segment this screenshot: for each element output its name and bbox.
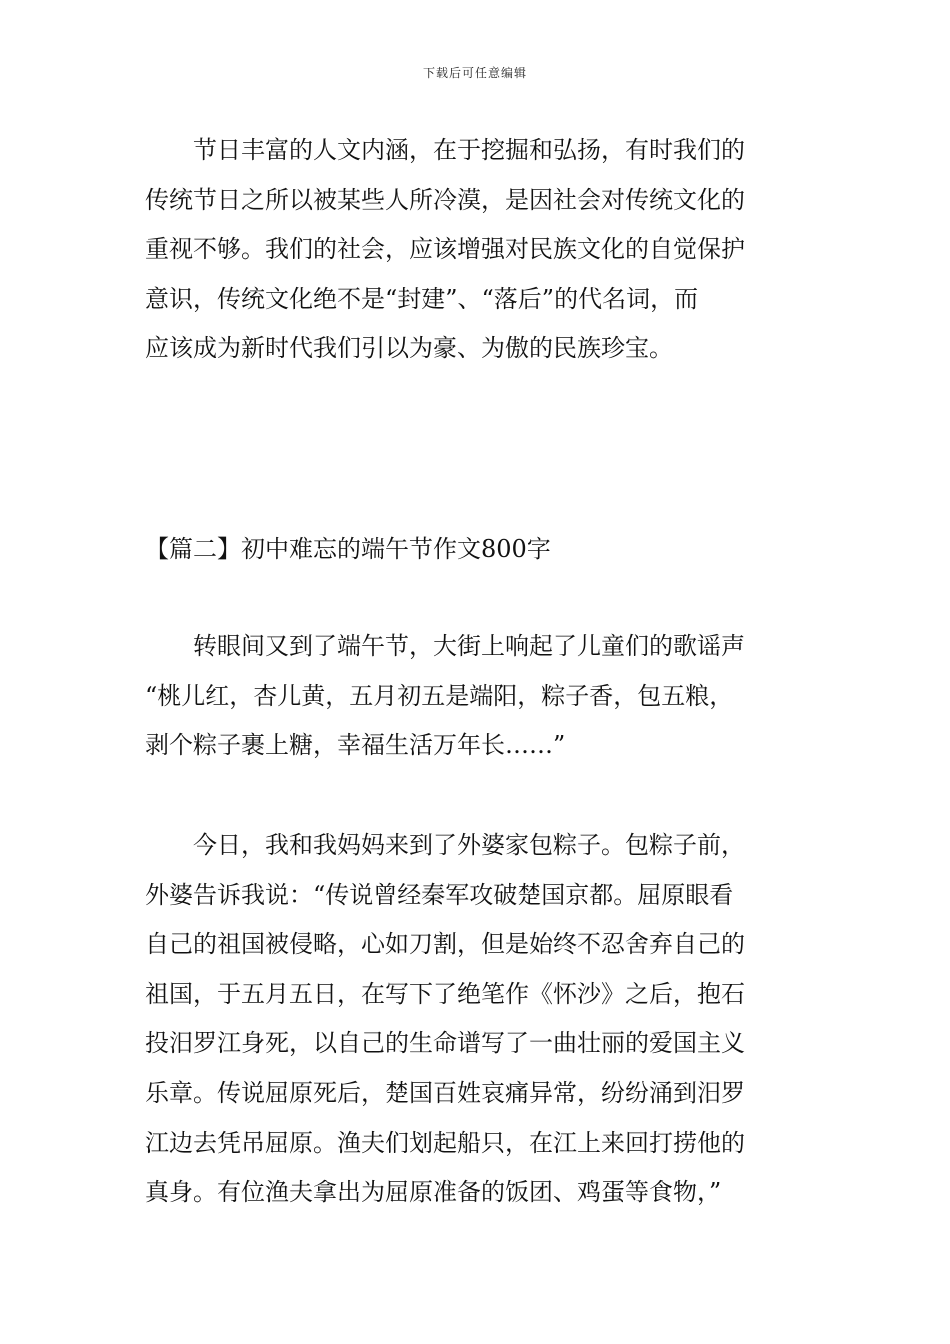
paragraph-3-line: 今日，我和我妈妈来到了外婆家包粽子。包粽子前， [193, 831, 745, 859]
paragraph-1-line: 意识，传统文化绝不是“封建”、“落后”的代名词，而 [145, 284, 699, 313]
paragraph-3-line: 自己的祖国被侵略，心如刀割，但是始终不忍舍弃自己的 [145, 930, 745, 959]
paragraph-1-line: 重视不够。我们的社会，应该增强对民族文化的自觉保护 [145, 235, 745, 264]
paragraph-3 [145, 821, 809, 1218]
page-header: 下载后可任意编辑 [422, 66, 527, 80]
paragraph-2-line: 转眼间又到了端午节，大街上响起了儿童们的歌谣声 [193, 632, 745, 660]
paragraph-1 [145, 126, 809, 374]
paragraph-1-line: 传统节日之所以被某些人所冷漠，是因社会对传统文化的 [145, 185, 745, 214]
paragraph-3-line: 真身。有位渔夫拿出为屈原准备的饭团、鸡蛋等食物，” [145, 1178, 722, 1207]
paragraph-1-line: 应该成为新时代我们引以为豪、为傲的民族珍宝。 [145, 334, 673, 363]
paragraph-2 [145, 622, 809, 771]
paragraph-3-line: 江边去凭吊屈原。渔夫们划起船只，在江上来回打捞他的 [145, 1128, 745, 1157]
paragraph-3-line: 外婆告诉我说：“传说曾经秦军攻破楚国京都。屈原眼看 [145, 880, 734, 909]
paragraph-3-line: 投汨罗江身死，以自己的生命谱写了一曲壮丽的爱国主义 [145, 1029, 745, 1058]
paragraph-3-line: 祖国，于五月五日，在写下了绝笔作《怀沙》之后，抱石 [145, 979, 745, 1008]
paragraph-3-line: 乐章。传说屈原死后，楚国百姓哀痛异常，纷纷涌到汨罗 [145, 1078, 745, 1107]
paragraph-1-line: 节日丰富的人文内涵，在于挖掘和弘扬，有时我们的 [193, 136, 745, 164]
paragraph-2-line: 剥个粽子裹上糖，幸福生活万年长……” [145, 731, 566, 760]
section-heading: 【篇二】初中难忘的端午节作文800字 [145, 535, 551, 563]
paragraph-2-line: “桃儿红，杏儿黄，五月初五是端阳，粽子香，包五粮， [145, 681, 734, 710]
